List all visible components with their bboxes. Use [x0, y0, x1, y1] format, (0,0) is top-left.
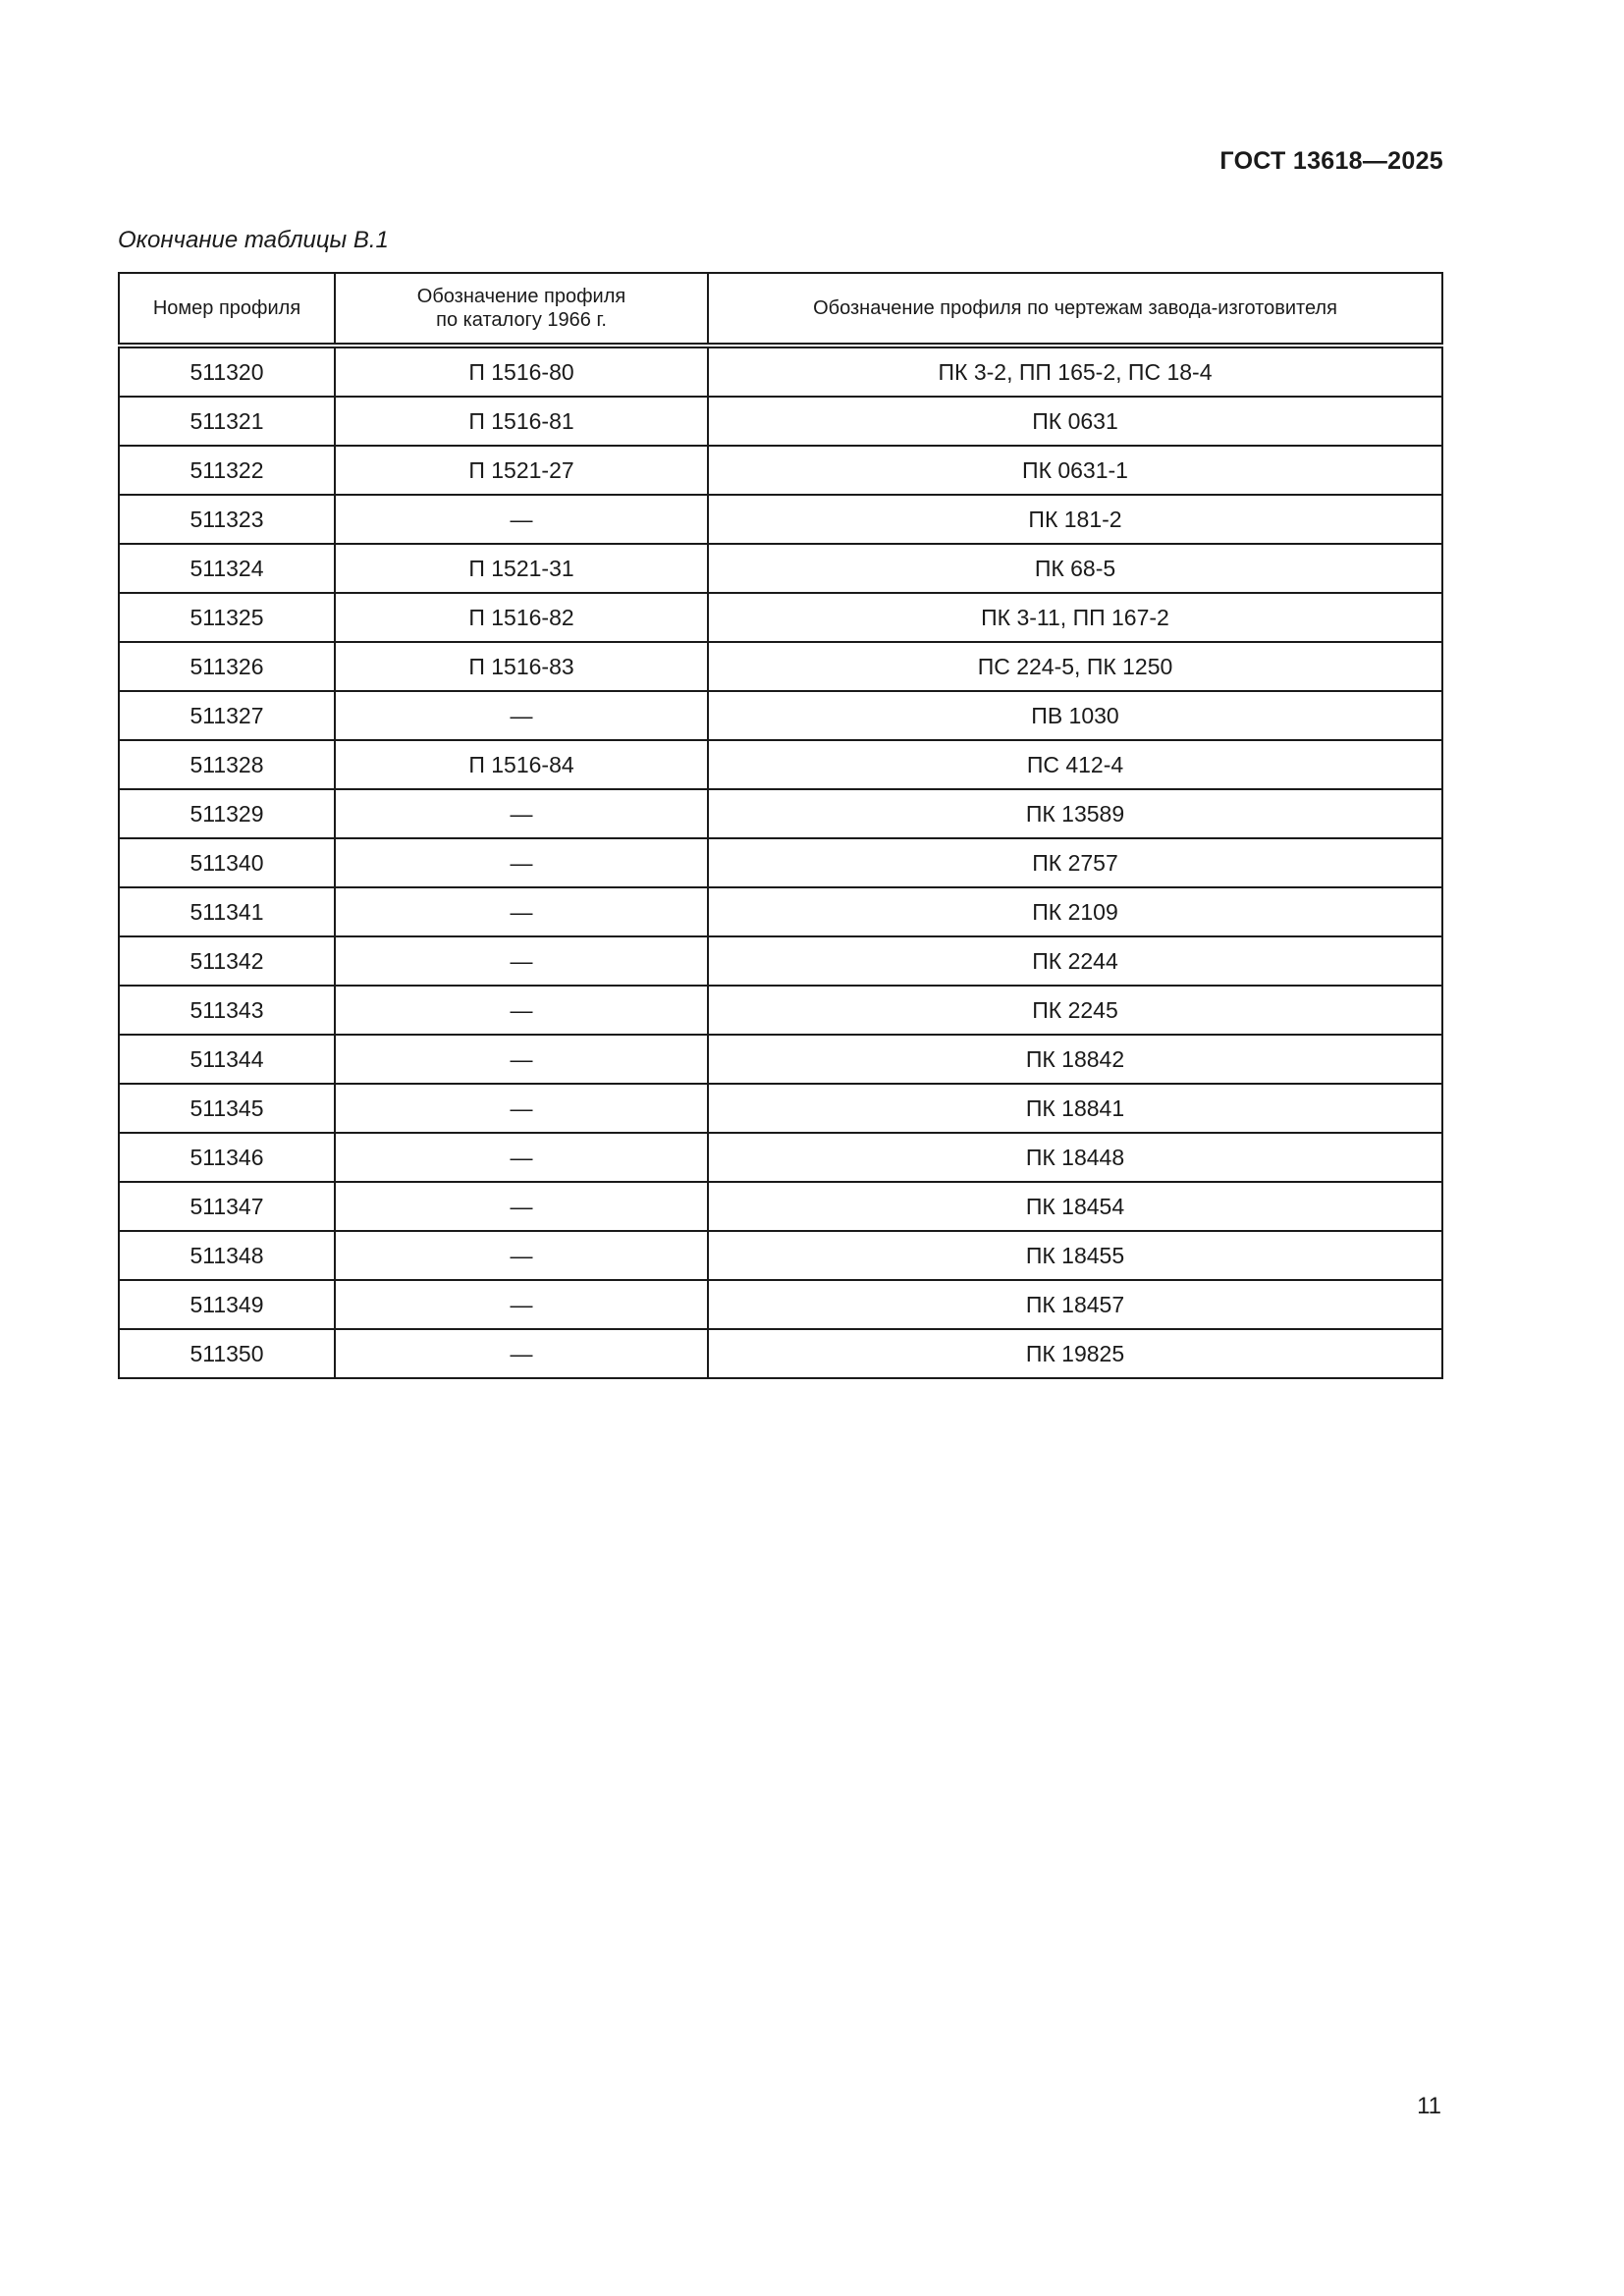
cell-profile-number: 511320	[119, 346, 335, 397]
cell-profile-number: 511341	[119, 887, 335, 936]
cell-manufacturer-designation: ПК 13589	[708, 789, 1442, 838]
cell-catalog-designation: П 1521-27	[335, 446, 708, 495]
cell-profile-number: 511344	[119, 1035, 335, 1084]
cell-catalog-designation: —	[335, 936, 708, 986]
table-row	[119, 789, 1442, 838]
cell-catalog-designation: —	[335, 1035, 708, 1084]
cell-catalog-designation: —	[335, 1084, 708, 1133]
cell-manufacturer-designation: ПК 2245	[708, 986, 1442, 1035]
table-row	[119, 642, 1442, 691]
table-row	[119, 495, 1442, 544]
table-row	[119, 936, 1442, 986]
cell-profile-number: 511321	[119, 397, 335, 446]
table-row	[119, 397, 1442, 446]
cell-profile-number: 511322	[119, 446, 335, 495]
cell-profile-number: 511328	[119, 740, 335, 789]
cell-profile-number: 511324	[119, 544, 335, 593]
table-row	[119, 986, 1442, 1035]
table-row	[119, 1329, 1442, 1378]
cell-catalog-designation: П 1516-84	[335, 740, 708, 789]
profile-table	[118, 272, 1443, 1379]
cell-manufacturer-designation: ПК 2757	[708, 838, 1442, 887]
cell-manufacturer-designation: ПК 181-2	[708, 495, 1442, 544]
table-row	[119, 1133, 1442, 1182]
page-number: 11	[1417, 2093, 1441, 2119]
table-row	[119, 1084, 1442, 1133]
cell-profile-number: 511325	[119, 593, 335, 642]
table-row	[119, 593, 1442, 642]
cell-catalog-designation: П 1516-80	[335, 346, 708, 397]
cell-manufacturer-designation: ПК 18841	[708, 1084, 1442, 1133]
table-header	[119, 273, 1442, 346]
cell-profile-number: 511346	[119, 1133, 335, 1182]
cell-catalog-designation: —	[335, 1231, 708, 1280]
table-row	[119, 838, 1442, 887]
cell-profile-number: 511323	[119, 495, 335, 544]
cell-catalog-designation: —	[335, 1329, 708, 1378]
table-body	[119, 346, 1442, 1378]
cell-manufacturer-designation: ПК 2244	[708, 936, 1442, 986]
header-row	[119, 273, 1442, 346]
cell-catalog-designation: —	[335, 1182, 708, 1231]
cell-manufacturer-designation: ПК 0631	[708, 397, 1442, 446]
table-row	[119, 1035, 1442, 1084]
cell-manufacturer-designation: ПК 18455	[708, 1231, 1442, 1280]
cell-catalog-designation: —	[335, 789, 708, 838]
cell-profile-number: 511329	[119, 789, 335, 838]
cell-profile-number: 511340	[119, 838, 335, 887]
cell-catalog-designation: —	[335, 986, 708, 1035]
cell-profile-number: 511349	[119, 1280, 335, 1329]
cell-manufacturer-designation: ПК 18454	[708, 1182, 1442, 1231]
cell-profile-number: 511343	[119, 986, 335, 1035]
table-row	[119, 691, 1442, 740]
cell-profile-number: 511345	[119, 1084, 335, 1133]
table-row	[119, 346, 1442, 397]
cell-catalog-designation: —	[335, 1133, 708, 1182]
table-caption: Окончание таблицы В.1	[118, 227, 389, 253]
cell-catalog-designation: —	[335, 887, 708, 936]
table-row	[119, 1231, 1442, 1280]
cell-catalog-designation: П 1516-81	[335, 397, 708, 446]
cell-catalog-designation: —	[335, 691, 708, 740]
cell-profile-number: 511326	[119, 642, 335, 691]
column-header-catalog-designation: Обозначение профиля по каталогу 1966 г.	[335, 273, 708, 346]
cell-profile-number: 511327	[119, 691, 335, 740]
cell-catalog-designation: —	[335, 495, 708, 544]
document-code: ГОСТ 13618—2025	[1219, 147, 1443, 175]
table-row	[119, 446, 1442, 495]
cell-manufacturer-designation: ПВ 1030	[708, 691, 1442, 740]
cell-manufacturer-designation: ПК 18842	[708, 1035, 1442, 1084]
cell-manufacturer-designation: ПК 18457	[708, 1280, 1442, 1329]
cell-profile-number: 511342	[119, 936, 335, 986]
cell-manufacturer-designation: ПК 68-5	[708, 544, 1442, 593]
cell-manufacturer-designation: ПС 412-4	[708, 740, 1442, 789]
cell-catalog-designation: П 1516-82	[335, 593, 708, 642]
table-row	[119, 1280, 1442, 1329]
table-row	[119, 887, 1442, 936]
cell-manufacturer-designation: ПК 3-11, ПП 167-2	[708, 593, 1442, 642]
cell-manufacturer-designation: ПК 0631-1	[708, 446, 1442, 495]
cell-manufacturer-designation: ПК 3-2, ПП 165-2, ПС 18-4	[708, 346, 1442, 397]
table-row	[119, 1182, 1442, 1231]
cell-catalog-designation: —	[335, 838, 708, 887]
cell-profile-number: 511347	[119, 1182, 335, 1231]
cell-catalog-designation: П 1521-31	[335, 544, 708, 593]
cell-manufacturer-designation: ПС 224-5, ПК 1250	[708, 642, 1442, 691]
column-header-profile-number: Номер профиля	[119, 273, 335, 346]
cell-manufacturer-designation: ПК 2109	[708, 887, 1442, 936]
table-row	[119, 740, 1442, 789]
cell-catalog-designation: П 1516-83	[335, 642, 708, 691]
table-row	[119, 544, 1442, 593]
cell-catalog-designation: —	[335, 1280, 708, 1329]
column-header-manufacturer-designation: Обозначение профиля по чертежам завода-изготовителя	[708, 273, 1442, 346]
cell-manufacturer-designation: ПК 18448	[708, 1133, 1442, 1182]
cell-profile-number: 511348	[119, 1231, 335, 1280]
cell-profile-number: 511350	[119, 1329, 335, 1378]
cell-manufacturer-designation: ПК 19825	[708, 1329, 1442, 1378]
